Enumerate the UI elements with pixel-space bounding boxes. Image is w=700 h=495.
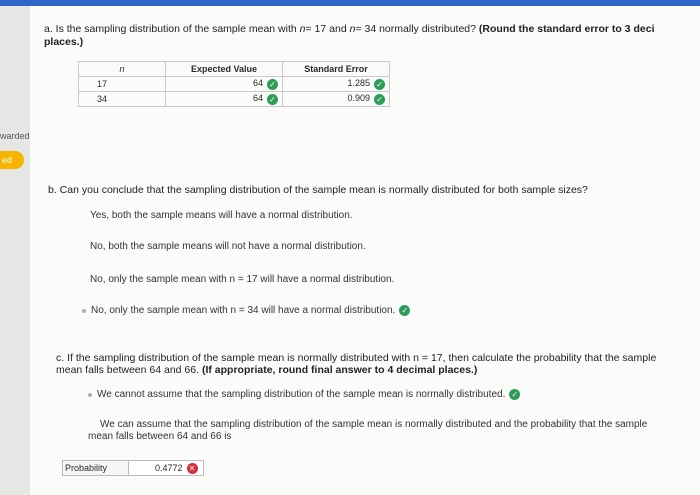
header-n: n	[79, 62, 166, 77]
cell-n: 34	[79, 92, 166, 107]
results-table	[78, 61, 390, 107]
part-c-question-cont: mean falls between 64 and 66. (If appropriate, round final answer to 4 decimal places.)	[56, 364, 478, 376]
check-icon: ✓	[509, 389, 520, 400]
radio-selected-icon	[88, 393, 92, 397]
part-c-question: c. If the sampling distribution of the sample mean is normally distributed with n = 17, then calculate the probability that the sample	[56, 352, 657, 364]
table-row	[79, 77, 390, 92]
check-icon: ✓	[374, 79, 385, 90]
check-icon: ✓	[399, 305, 410, 316]
left-sidebar	[0, 6, 30, 495]
part-b-option-1[interactable]: Yes, both the sample means will have a normal distribution.	[90, 210, 353, 221]
sidebar-status-label: warded	[0, 131, 30, 141]
table-row	[79, 92, 390, 107]
part-b-question: b. Can you conclude that the sampling distribution of the sample mean is normally distributed for both sample sizes?	[48, 184, 588, 196]
probability-label: Probability	[63, 461, 129, 475]
part-b-option-3[interactable]: No, only the sample mean with n = 17 will have a normal distribution.	[90, 274, 395, 285]
cell-expected-value[interactable]: 64 ✓	[166, 77, 283, 92]
part-b-option-2[interactable]: No, both the sample means will not have a normal distribution.	[90, 241, 366, 252]
check-icon: ✓	[374, 94, 385, 105]
probability-field[interactable]	[62, 460, 204, 476]
part-c-option-1-selected[interactable]: We cannot assume that the sampling distribution of the sample mean is normally distributed. ✓	[88, 389, 520, 400]
part-c-option-2-cont: mean falls between 64 and 66 is	[88, 431, 232, 442]
cell-n: 17	[79, 77, 166, 92]
header-standard-error: Standard Error	[283, 62, 390, 77]
cell-expected-value[interactable]: 64 ✓	[166, 92, 283, 107]
check-icon: ✓	[267, 94, 278, 105]
part-c-option-2[interactable]: We can assume that the sampling distribution of the sample mean is normally distributed and the probability that the sample	[100, 419, 648, 430]
part-a-instruction-cont: places.)	[44, 36, 84, 48]
header-expected-value: Expected Value	[166, 62, 283, 77]
check-icon: ✓	[267, 79, 278, 90]
part-b-option-4-selected[interactable]: No, only the sample mean with n = 34 will have a normal distribution. ✓	[82, 305, 410, 316]
wrong-icon: ✕	[187, 463, 198, 474]
cell-standard-error[interactable]: 0.909 ✓	[283, 92, 390, 107]
radio-selected-icon	[82, 309, 86, 313]
question-page	[30, 6, 700, 495]
probability-value[interactable]: 0.4772 ✕	[155, 461, 198, 475]
cell-standard-error[interactable]: 1.285 ✓	[283, 77, 390, 92]
sidebar-status-badge[interactable]: ed	[0, 151, 24, 169]
part-a-question: a. Is the sampling distribution of the sample mean with n= 17 and n= 34 normally distributed? (Round the standard error to 3 deci	[44, 23, 655, 35]
